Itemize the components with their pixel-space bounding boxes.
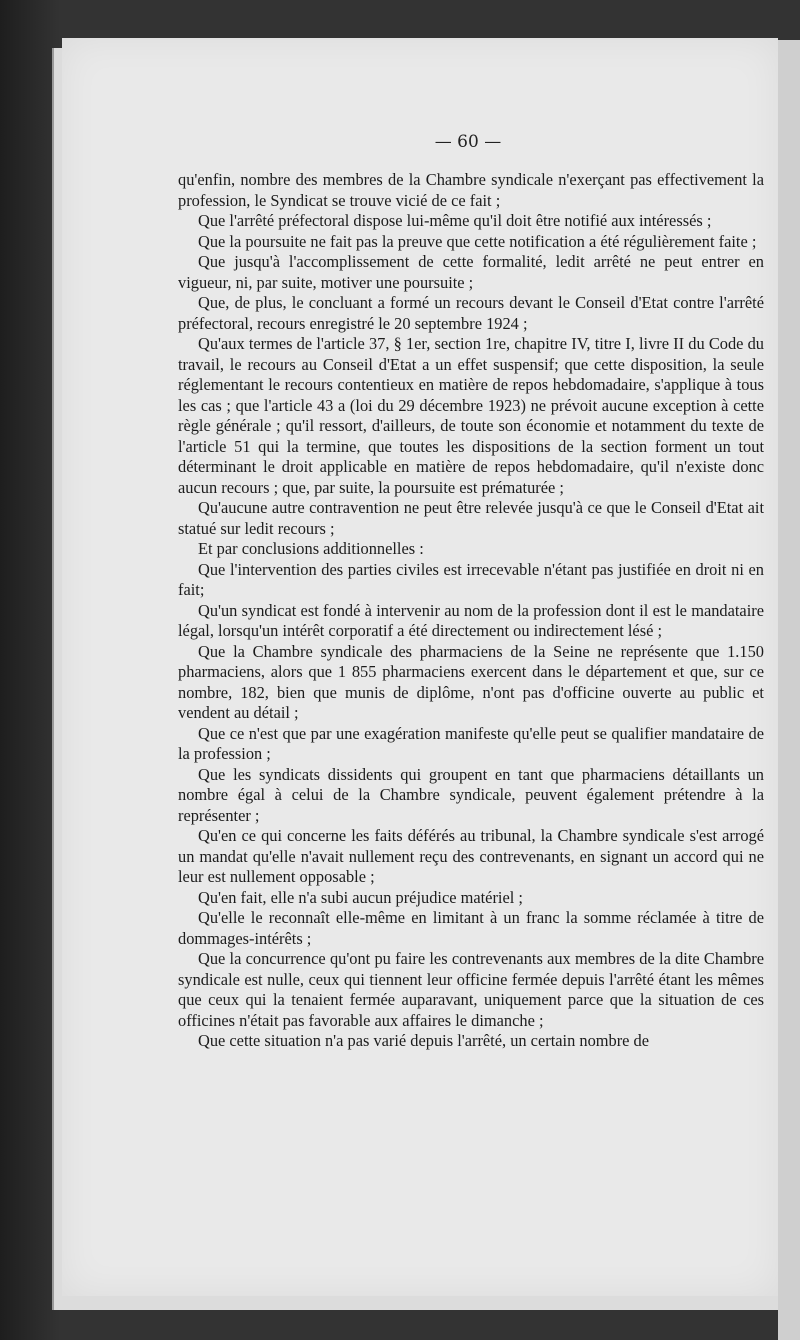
page-right-edge (778, 40, 800, 1340)
paragraph: Qu'aux termes de l'article 37, § 1er, section 1re, chapitre IV, titre I, livre II du Code du travail, le recours au Conseil d'Etat a un effet suspensif; que cette disposition, la seule réglementant le recours contentieux en matière de repos hebdomadaire, s'applique à tous les cas ; que l'article 43 a (loi du 29 décembre 1923) ne prévoit aucune exception à cette règle générale ; qu'il ressort, d'ailleurs, de toute son économie et notamment du texte de l'article 51 qui la termine, que toutes les dispositions de la section forment un tout déterminant le droit applicable en matière de repos hebdomadaire, qu'il n'existe donc aucun recours ; que, par suite, la poursuite est prématurée ; (178, 334, 764, 497)
body-text (178, 170, 764, 1052)
paragraph: Que l'arrêté préfectoral dispose lui-même qu'il doit être notifié aux intéressés ; (198, 211, 712, 230)
paragraph: Qu'un syndicat est fondé à intervenir au nom de la profession dont il est le mandataire légal, lorsqu'un intérêt corporatif a été directement ou indirectement lésé ; (178, 600, 764, 640)
paragraph: Que ce n'est que par une exagération manifeste qu'elle peut se qualifier mandataire de la profession ; (178, 723, 764, 763)
paragraph: Que jusqu'à l'accomplissement de cette formalité, ledit arrêté ne peut entrer en vigueur, ni, par suite, motiver une poursuite ; (178, 252, 764, 292)
paragraph: Que la concurrence qu'ont pu faire les contrevenants aux membres de la dite Chambre syndicale est nulle, ceux qui tiennent leur officine fermée depuis l'arrêté étant les mêmes que ceux qui la tenaient fermée auparavant, uniquement parce que la situation de ces officines n'était pas favorable aux affaires le dimanche ; (178, 949, 764, 1030)
paragraph: qu'enfin, nombre des membres de la Chambre syndicale n'exerçant pas effectivement la profession, le Syndicat se trouve vicié de ce fait ; (178, 170, 764, 210)
paragraph: Qu'en ce qui concerne les faits déférés au tribunal, la Chambre syndicale s'est arrogé un mandat qu'elle n'avait nullement reçu des contrevenants, en signant un accord qui ne leur est nullement opposable ; (178, 826, 764, 886)
paragraph: Que cette situation n'a pas varié depuis l'arrêté, un certain nombre de (198, 1031, 650, 1050)
paragraph: Que, de plus, le concluant a formé un recours devant le Conseil d'Etat contre l'arrêté préfectoral, recours enregistré le 20 septembre 1924 ; (178, 293, 764, 333)
paragraph: Qu'en fait, elle n'a subi aucun préjudice matériel ; (198, 887, 523, 907)
paragraph: Que l'intervention des parties civiles est irrecevable n'étant pas justifiée en droit ni en fait; (178, 559, 764, 599)
page-number: — 60 — (434, 132, 502, 152)
paragraph: Qu'elle le reconnaît elle-même en limitant à un franc la somme réclamée à titre de dommages-intérêts ; (178, 908, 764, 948)
paragraph: Que les syndicats dissidents qui groupent en tant que pharmaciens détaillants un nombre égal à celui de la Chambre syndicale, peuvent également prétendre à la représenter ; (178, 764, 764, 825)
paragraph: Qu'aucune autre contravention ne peut être relevée jusqu'à ce que le Conseil d'Etat ait statué sur ledit recours ; (178, 498, 764, 538)
paragraph: Que la Chambre syndicale des pharmaciens de la Seine ne représente que 1.150 pharmaciens, alors que 1 855 pharmaciens exercent dans le département et que, sur ce nombre, 182, bien que munis de diplôme, n'ont pas d'officine ouverte au public et vendent au détail ; (178, 641, 764, 722)
paragraph: Et par conclusions additionnelles : (198, 539, 424, 558)
paragraph: Que la poursuite ne fait pas la preuve que cette notification a été régulièrement faite ; (198, 231, 757, 251)
